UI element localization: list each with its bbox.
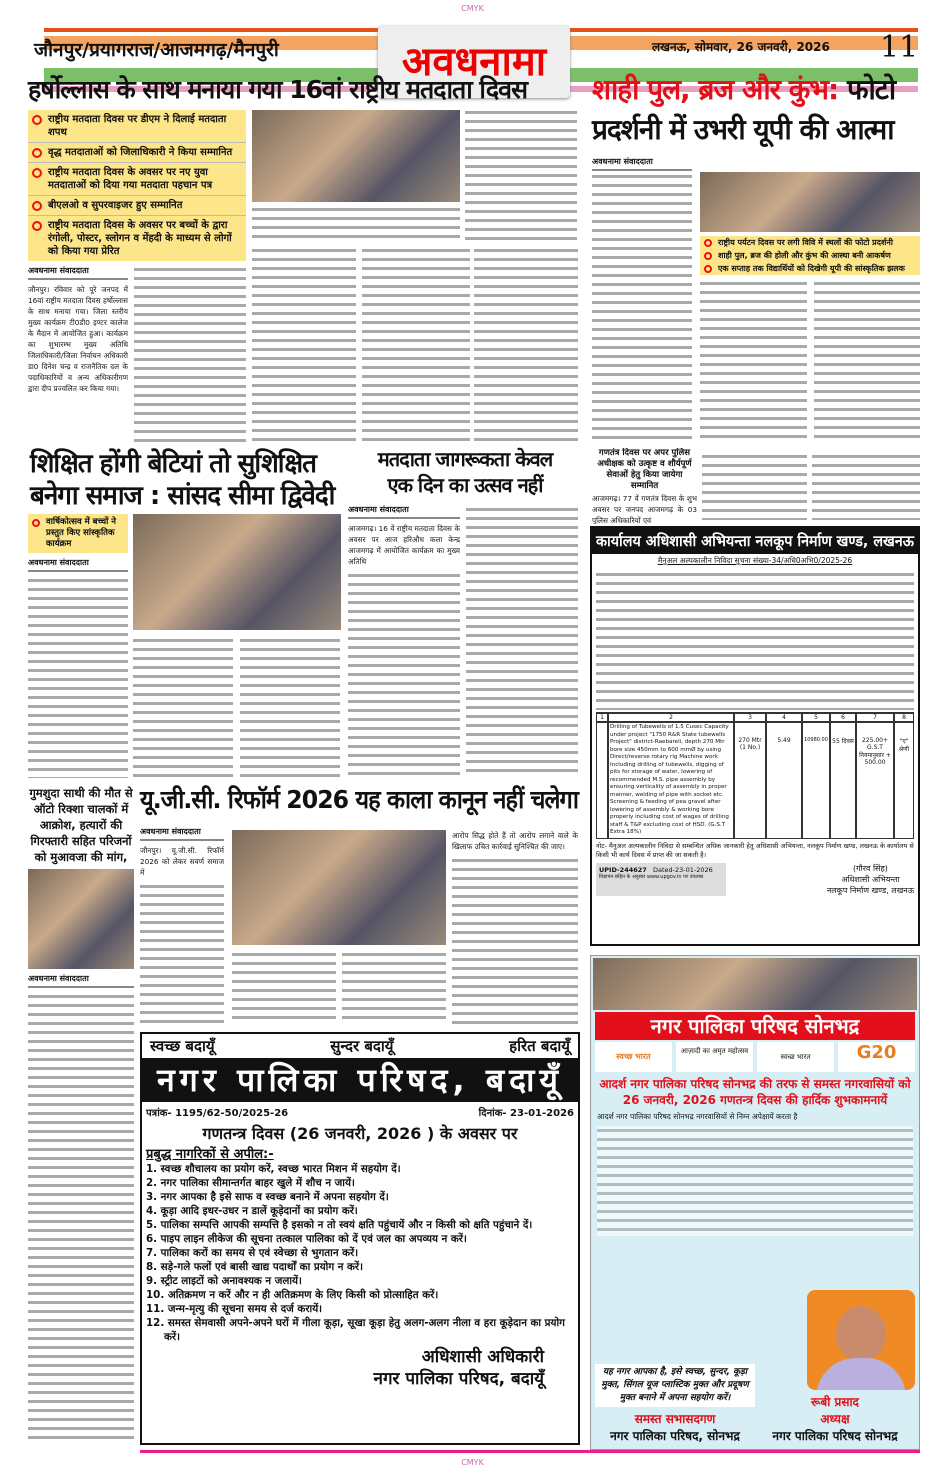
g20-logo: G20 — [838, 1042, 915, 1072]
appeal-item: 1. स्वच्छ शौचालय का प्रयोग करें, स्वच्छ भारत मिशन में सहयोग दें। — [146, 1163, 401, 1175]
gandhi-glasses-logo: स्वच्छ भारत — [757, 1042, 834, 1072]
azadi-amrit-logo: आज़ादी का अमृत महोत्सव — [676, 1042, 753, 1072]
highlight: बीएलओ व सुपरवाइजर हुए सम्मानित — [48, 200, 183, 211]
chairperson-title: अध्यक्ष — [820, 1412, 850, 1426]
swachh-bharat-logo: स्वच्छ भारत — [595, 1042, 672, 1072]
appeal-item: 10. अतिक्रमण न करें और न ही अतिक्रमण के लिए किसी को प्रोत्साहित करें। — [146, 1289, 439, 1301]
tender-notice-number: मैनुअल अल्पकालीन निविदा सूचना संख्या-34/अधि0अभि0/2025-26 — [657, 556, 853, 565]
slogan-row — [146, 1034, 574, 1058]
upgov-note: विज्ञापन सहित के अनुसार www.upgov.in पर उपलब्ध — [599, 873, 704, 880]
story4-lead: आजमगढ़। 16 वें राष्ट्रीय मतदाता दिवस के अवसर पर आज हरिऔध कला केन्द्र आजमगढ़ में आयोजित कार्यक्रम का मुख्य अतिथि — [348, 524, 460, 566]
headline-voter-day: हर्षोल्लास के साथ मनाया गया 16वां राष्ट्रीय मतदाता दिवस — [28, 75, 527, 104]
table-cell — [596, 722, 608, 839]
right-signatory — [755, 1394, 915, 1445]
signatory-office: नलकूप निर्माण खण्ड, लखनऊ — [826, 885, 914, 895]
story1-text-column — [362, 246, 470, 442]
highlight: वृद्ध मतदाताओं को जिलाधिकारी ने किया सम्मानित — [48, 147, 233, 158]
appeal-item: 11. जन्म-मृत्यु की सूचना समय से दर्ज करायें। — [146, 1303, 323, 1315]
chairperson-photo — [807, 1290, 915, 1390]
page-number: 11 — [880, 30, 919, 65]
tender-body-text — [596, 570, 914, 710]
headline-photo-exhibition — [592, 70, 922, 150]
table-cell-qty: 270 Mtr (1 No.) — [734, 722, 766, 839]
story1-text-column — [134, 265, 246, 445]
story6-text-column — [28, 992, 134, 1445]
chairperson-name: रूबी प्रसाद — [811, 1395, 859, 1409]
story1-byline: अवधनामा संवाददाता — [28, 265, 128, 280]
story7-lead: जौनपुर। यू.जी.सी. रिफॉर्म 2026 को लेकर सवर्ण समाज में — [140, 846, 224, 877]
headline-line: एक दिन का उत्सव नहीं — [387, 473, 543, 497]
table-col-number: 7 — [856, 713, 894, 722]
tender-title: कार्यालय अधिशासी अभियन्ता नलकूप निर्माण खण्ड, लखनऊ — [596, 532, 914, 550]
sonbhadra-right-block — [755, 1290, 915, 1445]
story1-text-column — [474, 246, 578, 442]
headline-line: बनेगा समाज : सांसद सीमा द्विवेदी — [30, 481, 335, 511]
headline-voter-awareness — [352, 446, 580, 498]
story7-right-column — [452, 830, 578, 1025]
issue-date: लखनऊ, सोमवार, 26 जनवरी, 2026 — [652, 40, 830, 54]
story2-right-column — [700, 172, 920, 442]
table-cell-class: "ए" श्रेणी — [894, 722, 914, 839]
story1-lead: जौनपुर। रविवार को पूरे जनपद में 16वां राष्ट्रीय मतदाता दिवस हर्षोल्लास के साथ मनाया गया। जिला स्तरीय मुख्य कार्यक्रम टी0डी0 इण्टर कालेज के मैदान में आयोजित हुआ। कार्यक्रम का शुभारम्भ मुख्य अतिथि जिलाधिकारी/जिला निर्वाचन अधिकारी डा0 दिनेश चन्द्र व राजनैतिक दल के पदाधिकारियों व अन्य अधिकारीगण द्वारा दीप प्रज्वलित कर किया गया। — [28, 285, 128, 393]
story1-highlights — [28, 110, 246, 261]
appeal-item: 6. पाइप लाइन लीकेज की सूचना तत्काल पालिका को दें एवं जल का अपव्यय न करें। — [146, 1233, 467, 1245]
slogan: हरित बदायूँ — [509, 1037, 570, 1055]
newspaper-logo: अवधनामा — [378, 26, 570, 98]
story4-byline: अवधनामा संवाददाता — [348, 504, 460, 519]
appeal-item: 12. समस्त सेमवासी अपने-अपने घरों में गीला कूड़ा, सूखा कूड़ा हेतु अलग-अलग नीला व हरा कूड़ेदान का प्रयोग करें। — [146, 1317, 565, 1343]
story2-text-column — [814, 279, 921, 442]
highlight: शाही पुल, ब्रज की होली और कुंभ की आस्था बनी आकर्षण — [718, 251, 891, 260]
table-cell-work: Drilling of Tubewells of 1.5 Cusec Capacity under project "1750 R&R State tubewells Project" district-Raebareli, depth 270 Mtr bore size 450mm to 600 mmØ by using Direct/reverse rotary rig Machine work Including drilling of tubewells, digging of pits for storage of water, lowering of recommended M.S. pipe assembly by ensuring verticality of assembly in proper manner, welding of pipe with socket etc. Screening & feeding of pea gravel after lowering of assembly & working bore properly including cost of wages of drilling staff & T&P excluding cost of HSD. (G.S.T Extra 18%) — [608, 722, 734, 839]
story3-highlight — [28, 514, 128, 553]
upid-box — [596, 863, 726, 896]
story7-text-column — [342, 950, 446, 1025]
edition-names: जौनपुर/प्रयागराज/आजमगढ़/मैनपुरी — [34, 39, 279, 61]
headline-police-honour: गणतंत्र दिवस पर अपर पुलिस अधीक्षक को उत्कृष्ट व शौर्यपूर्ण सेवाओं हेतु किया जायेगा सम्मानित — [597, 448, 692, 491]
occasion: गणतन्त्र दिवस (26 जनवरी, 2026 ) के अवसर पर — [202, 1124, 518, 1143]
story3-text-column — [28, 576, 128, 778]
story1-lead-column — [28, 265, 128, 445]
table-col-number: 3 — [734, 713, 766, 722]
bullet-icon — [32, 115, 42, 125]
table-cell-fee: 225.00+ G.S.T नियमानुसार + 500.00 — [856, 722, 894, 839]
appeal-item: 2. नगर पालिका सीमान्तर्गत बाहर खुले में शौच न जायें। — [146, 1177, 355, 1189]
story2-byline: अवधनामा संवाददाता — [592, 156, 692, 171]
notice-date: दिनांक- 23-01-2026 — [478, 1108, 574, 1119]
story4-text-column — [466, 505, 578, 778]
table-cell-cost: 5.49 — [766, 722, 802, 839]
greeting: आदर्श नगर पालिका परिषद सोनभद्र की तरफ से समस्त नगरवासियों को 26 जनवरी, 2026 गणतन्त्र दिवस की हार्दिक शुभकामनायें — [599, 1077, 911, 1107]
bullet-icon — [32, 148, 42, 158]
appeal-item: 8. सड़े-गले फलों एवं बासी खाद्य पदार्थों का प्रयोग न करें। — [146, 1261, 364, 1273]
tender-note: नोट- मैनुअल अल्पकालीन निविदा से सम्बन्धित अधिक जानकारी हेतु अधिशासी अभियन्ता, नलकूप निर्माण खण्ड, लखनऊ के कार्यालय से किसी भी कार्य दिवस में प्राप्त की जा सकती है। — [596, 841, 914, 859]
headline-line: मतदाता जागरूकता केवल — [377, 447, 553, 471]
story7-right-lead: आरोप सिद्ध होते हैं तो आरोप लगाने वाले के खिलाफ उचित कार्रवाई सुनिश्चित की जाए। — [452, 831, 578, 851]
upid: UPID-244627 — [599, 865, 647, 874]
appeal-item: 3. नगर आपका है इसे साफ व स्वच्छ बनाने में अपना सहयोग दें। — [146, 1191, 389, 1203]
story7-text-column — [232, 950, 336, 1025]
bullet-icon — [32, 519, 40, 527]
signatory-title: अधिशासी अधिकारी — [421, 1347, 544, 1367]
bullet-icon — [704, 252, 712, 260]
story3-byline: अवधनामा संवाददाता — [28, 557, 128, 572]
signatory-red: समस्त सभासदगण — [634, 1412, 716, 1426]
slogan: सुन्दर बदायूँ — [330, 1037, 394, 1055]
highlight: राष्ट्रीय मतदाता दिवस के अवसर पर बच्चों के द्वारा रंगोली, पोस्टर, स्लोगन व मेंहदी के माध्यम से लोगों को किया गया प्रेरित — [48, 220, 232, 257]
tender-signatory — [827, 863, 914, 896]
story5-column — [592, 448, 697, 524]
highlight: राष्ट्रीय मतदाता दिवस के अवसर पर नए युवा मतदाताओं को दिया गया मतदाता पहचान पत्र — [48, 167, 213, 191]
table-col-number: 8 — [894, 713, 914, 722]
story7-text-column — [140, 882, 224, 1025]
story6-column — [28, 785, 134, 1445]
slogan-box: यह नगर आपका है, इसे स्वच्छ, सुन्दर, कूड़ा मुक्त, सिंगल यूज प्लास्टिक मुक्त और प्रदूषण मुक्त बनाने में अपना सहयोग करें। — [595, 1364, 755, 1407]
highlight: राष्ट्रीय पर्यटन दिवस पर लगी विवि में स्थलों की फोटो प्रदर्शनी — [718, 238, 893, 247]
story1-left-column — [28, 110, 246, 445]
story1-text-column — [465, 108, 577, 243]
signatory-org: नगर पालिका परिषद, बदायूँ — [373, 1369, 544, 1389]
story7-left-column — [140, 826, 224, 1025]
highlight: वार्षिकोत्सव में बच्चों ने प्रस्तुत किए सांस्कृतिक कार्यक्रम — [46, 517, 117, 549]
appeal-list — [146, 1162, 574, 1344]
bullet-icon — [32, 201, 42, 211]
chairperson-org: नगर पालिका परिषद सोनभद्र — [772, 1429, 898, 1443]
badaun-republic-day-ad — [140, 1032, 580, 1445]
left-signatory — [595, 1411, 755, 1445]
story1-text-column — [252, 205, 460, 243]
tender-notice-ad — [590, 526, 920, 946]
appeal-item: 9. स्ट्रीट लाइटों को अनावश्यक न जलायें। — [146, 1275, 302, 1287]
story3-text-column — [240, 636, 340, 778]
badaun-signatory — [146, 1346, 574, 1390]
highlight: राष्ट्रीय मतदाता दिवस पर डीएम ने दिलाई मतदाता शपथ — [48, 114, 227, 138]
story6-byline: अवधनामा संवाददाता — [28, 973, 134, 988]
intro: आदर्श नगर पालिका परिषद सोनभद्र नगरवासियों से निम्न अपेक्षायें करता है — [597, 1112, 798, 1121]
story3-text-column — [133, 636, 233, 778]
signatory-name: (गौरव सिंह) — [853, 863, 888, 873]
story4-left-column — [348, 504, 460, 778]
bottom-rule — [140, 1450, 920, 1453]
appeal-item: 4. कूड़ा आदि इधर-उधर न डालें कूड़ेदानों का प्रयोग करें। — [146, 1205, 358, 1217]
story2-text-column — [700, 279, 807, 442]
badaun-title: नगर पालिका परिषद, बदायूँ — [142, 1058, 578, 1102]
appeal-item: 7. पालिका करों का समय से एवं स्वेच्छा से भुगतान करें। — [146, 1247, 359, 1259]
reference-number: पत्रांक- 1195/62-50/2025-26 — [146, 1108, 289, 1119]
slogan: स्वच्छ बदायूँ — [150, 1037, 215, 1055]
story5-text-column — [812, 452, 920, 520]
headline-line: शिक्षित होंगी बेटियां तो सुशिक्षित — [30, 449, 316, 479]
cmyk-mark: CMYK — [461, 4, 484, 13]
cmyk-mark-bottom: CMYK — [461, 1458, 484, 1467]
photo-ugc-protest — [232, 830, 446, 945]
table-cell-period: 55 दिवस — [830, 722, 856, 839]
photo-strip — [593, 958, 917, 1010]
headline-part: प्रदर्शनी में उभरी यूपी की आत्मा — [592, 113, 894, 146]
headline-daughters-education — [30, 448, 342, 512]
story2-text-column — [592, 172, 692, 440]
photo-voter-day-event — [252, 110, 460, 202]
headline-red-part: शाही पुल, ब्रज और कुंभ: — [592, 73, 839, 106]
table-col-number: 1 — [596, 713, 608, 722]
signatory-title: अधिशासी अभियन्ता — [841, 874, 900, 884]
story5-lead: आजमगढ़। 77 वें गणतंत्र दिवस के शुभ अवसर पर जनपद आजमगढ़ के 03 पुलिस अधिकारियों एवं — [592, 494, 697, 524]
bullet-icon — [704, 239, 712, 247]
table-col-number: 4 — [766, 713, 802, 722]
bullet-icon — [704, 265, 712, 273]
sonbhadra-republic-day-ad — [590, 955, 920, 1450]
story5-text-column — [702, 452, 807, 520]
table-col-number: 6 — [830, 713, 856, 722]
bullet-icon — [32, 168, 42, 178]
photo-annual-function — [133, 514, 341, 630]
table-col-number: 5 — [802, 713, 830, 722]
appeal-item: 5. पालिका सम्पत्ति आपकी सम्पत्ति है इसको न तो स्वयं क्षति पहुंचायें और न किसी को क्षति पहुंचाने दें। — [146, 1219, 533, 1231]
story1-text-column — [252, 246, 356, 442]
photo-exhibition — [700, 172, 920, 232]
table-col-number: 2 — [608, 713, 734, 722]
highlight: एक सप्ताह तक विद्यार्थियों को दिखेगी यूपी की सांस्कृतिक झलक — [718, 264, 905, 273]
story3-left-column — [28, 514, 128, 778]
appeal-heading: प्रबुद्ध नागरिकों से अपील:- — [146, 1147, 274, 1162]
sonbhadra-title: नगर पालिका परिषद सोनभद्र — [595, 1012, 915, 1040]
photo-protest — [28, 869, 134, 969]
story7-byline: अवधनामा संवाददाता — [140, 826, 224, 841]
signatory-org: नगर पालिका परिषद, सोनभद्र — [610, 1429, 740, 1443]
dated: Dated-23-01-2026 — [653, 865, 713, 874]
story4-text-column — [348, 571, 460, 778]
bullet-icon — [32, 221, 42, 231]
expectations-list — [597, 1126, 913, 1236]
headline-part: फोटो — [846, 73, 896, 106]
story2-highlights — [700, 236, 920, 275]
headline-ugc-reform: यू.जी.सी. रिफॉर्म 2026 यह काला कानून नहीं चलेगा — [140, 785, 578, 814]
story7-text-column — [452, 856, 578, 1025]
table-cell-earnest: 10980.00 — [802, 722, 830, 839]
headline-auto-driver-death: गुमशुदा साथी की मौत से ऑटो रिक्शा चालकों में आक्रोश, हत्यारों की गिरफ्तारी सहित परिजनों को मुआवजा की मांग, — [29, 786, 133, 864]
tender-table — [596, 712, 914, 839]
sonbhadra-left-block — [595, 1364, 755, 1445]
